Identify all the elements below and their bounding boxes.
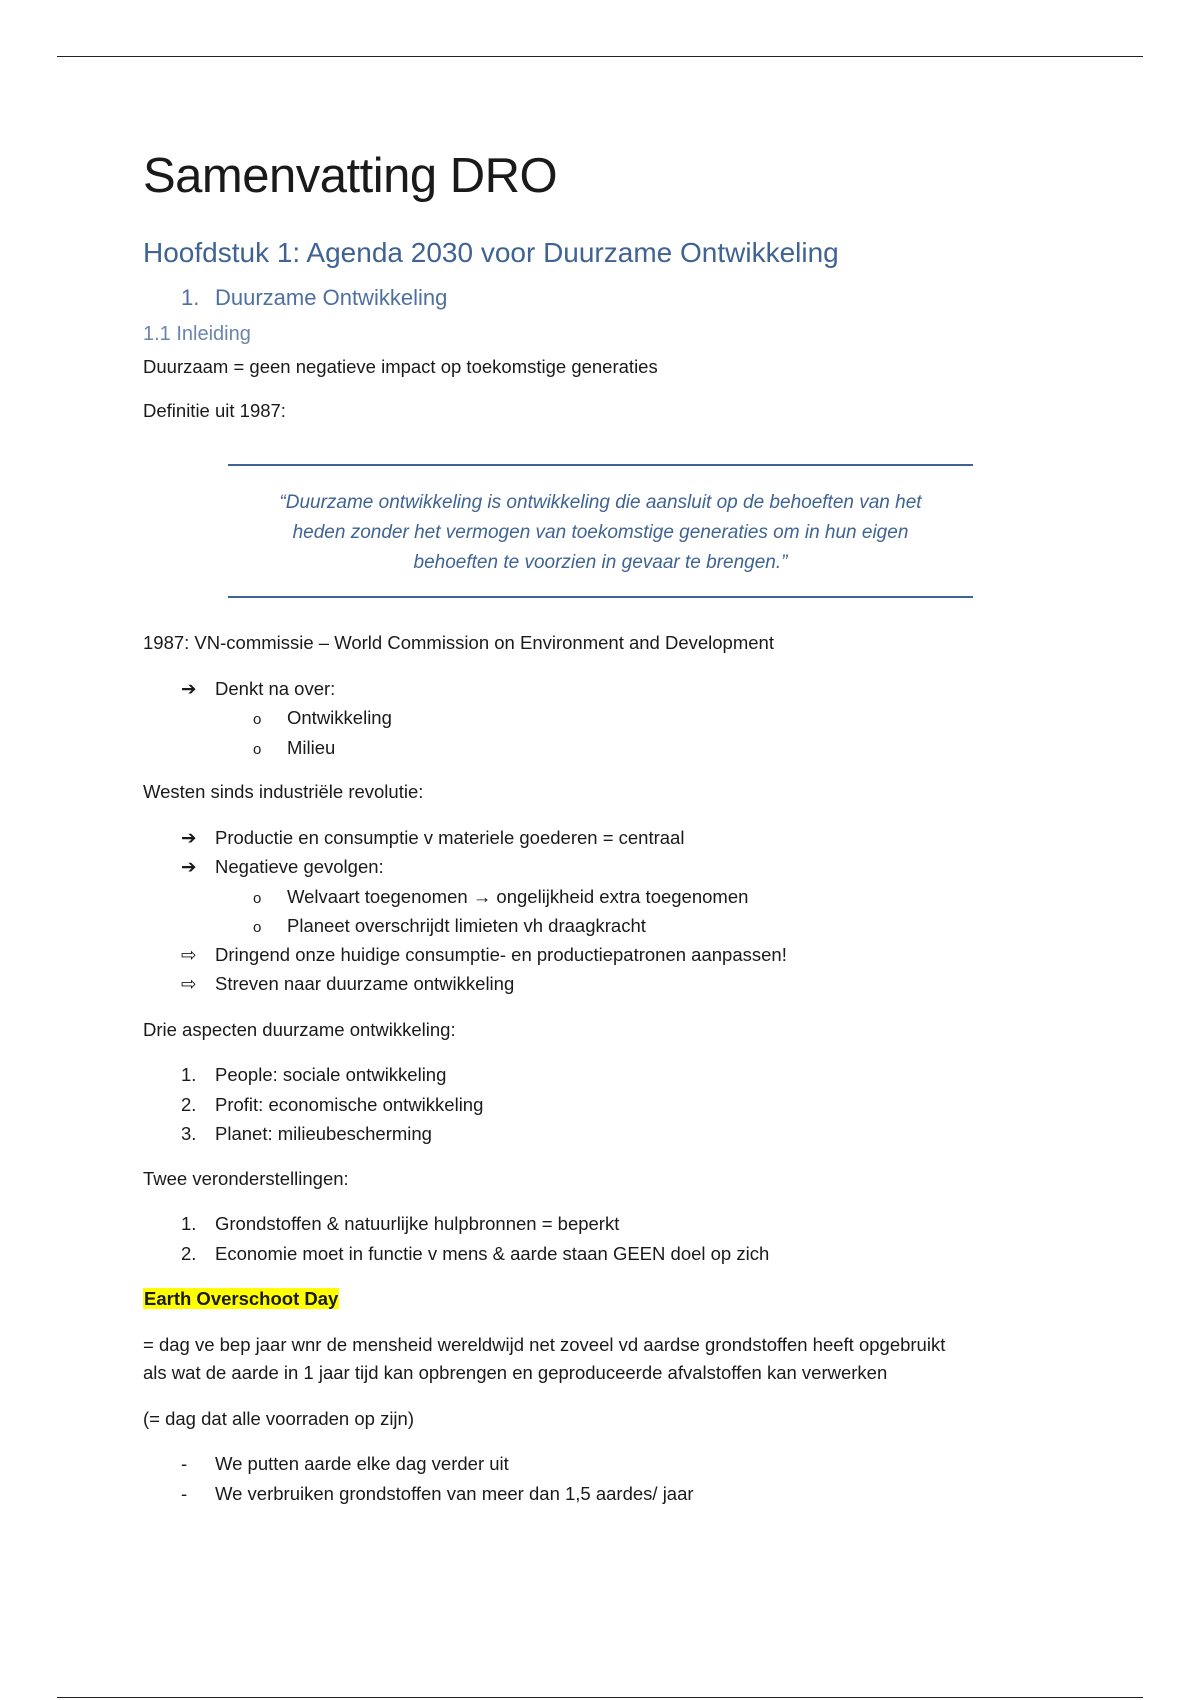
arrow-icon: ➔ xyxy=(181,856,197,877)
list-item: o Milieu xyxy=(253,737,336,758)
list-item: 2. Economie moet in functie v mens & aarde staan GEEN doel op zich xyxy=(181,1243,770,1264)
commission-line: 1987: VN-commissie – World Commission on Environment and Development xyxy=(143,632,774,653)
header-rule xyxy=(57,56,1143,57)
dash-bullet: - xyxy=(181,1453,188,1474)
arrow-icon: ➔ xyxy=(181,678,197,699)
overshoot-definition-line: = dag ve bep jaar wnr de mensheid wereldwijd net zoveel vd aardse grondstoffen heeft opgebruikt xyxy=(143,1334,946,1355)
section-heading xyxy=(181,285,447,311)
quote-line: “Duurzame ontwikkeling is ontwikkeling die aansluit op de behoeften van het xyxy=(279,492,922,513)
quote-line: behoeften te voorzien in gevaar te brengen.” xyxy=(413,552,788,573)
list-item: ⇨ Streven naar duurzame ontwikkeling xyxy=(181,973,515,994)
list-item: 3. Planet: milieubescherming xyxy=(181,1123,432,1144)
list-item: o Welvaart toegenomen → ongelijkheid extra toegenomen xyxy=(253,886,749,907)
list-item: 1. People: sociale ontwikkeling xyxy=(181,1064,447,1085)
hollow-arrow-icon: ⇨ xyxy=(181,944,197,965)
circle-bullet-icon: o xyxy=(253,919,262,936)
section-number: 1. xyxy=(181,285,200,310)
circle-bullet-icon: o xyxy=(253,741,262,758)
quote-block xyxy=(228,464,973,598)
section-label: Duurzame Ontwikkeling xyxy=(215,285,448,310)
dash-bullet: - xyxy=(181,1483,188,1504)
assumptions-heading: Twee veronderstellingen: xyxy=(143,1168,349,1189)
chapter-heading: Hoofdstuk 1: Agenda 2030 voor Duurzame Ontwikkeling xyxy=(143,237,839,268)
list-item: ➔ Denkt na over: xyxy=(181,678,336,699)
list-item: - We putten aarde elke dag verder uit xyxy=(181,1453,509,1474)
list-item: o Planeet overschrijdt limieten vh draagkracht xyxy=(253,915,646,936)
footer-rule xyxy=(57,1697,1143,1698)
circle-bullet-icon: o xyxy=(253,711,262,728)
list-item: o Ontwikkeling xyxy=(253,707,392,728)
list-item: ➔ Productie en consumptie v materiele goederen = centraal xyxy=(181,827,685,848)
quote-text xyxy=(228,488,973,578)
list-item: 2. Profit: economische ontwikkeling xyxy=(181,1094,484,1115)
definition-label: Definitie uit 1987: xyxy=(143,400,286,421)
list-item: 1. Grondstoffen & natuurlijke hulpbronnen = beperkt xyxy=(181,1213,620,1234)
overshoot-definition-line: als wat de aarde in 1 jaar tijd kan opbrengen en geproduceerde afvalstoffen kan verwerken xyxy=(143,1362,888,1383)
list-item: - We verbruiken grondstoffen van meer dan 1,5 aardes/ jaar xyxy=(181,1483,694,1504)
subsection-heading: 1.1 Inleiding xyxy=(143,323,251,345)
circle-bullet-icon: o xyxy=(253,890,262,907)
definition-short: Duurzaam = geen negatieve impact op toekomstige generaties xyxy=(143,356,658,377)
quote-line: heden zonder het vermogen van toekomstige generaties om in hun eigen xyxy=(292,522,909,543)
west-heading: Westen sinds industriële revolutie: xyxy=(143,781,424,802)
arrow-icon: ➔ xyxy=(181,827,197,848)
document-title: Samenvatting DRO xyxy=(143,149,558,203)
aspects-heading: Drie aspecten duurzame ontwikkeling: xyxy=(143,1019,456,1040)
list-item: ➔ Negatieve gevolgen: xyxy=(181,856,384,877)
list-item: ⇨ Dringend onze huidige consumptie- en productiepatronen aanpassen! xyxy=(181,944,787,965)
highlighted-term: Earth Overschoot Day xyxy=(144,1288,339,1309)
overshoot-note: (= dag dat alle voorraden op zijn) xyxy=(143,1408,414,1429)
hollow-arrow-icon: ⇨ xyxy=(181,973,197,994)
overshoot-heading xyxy=(143,1288,339,1310)
